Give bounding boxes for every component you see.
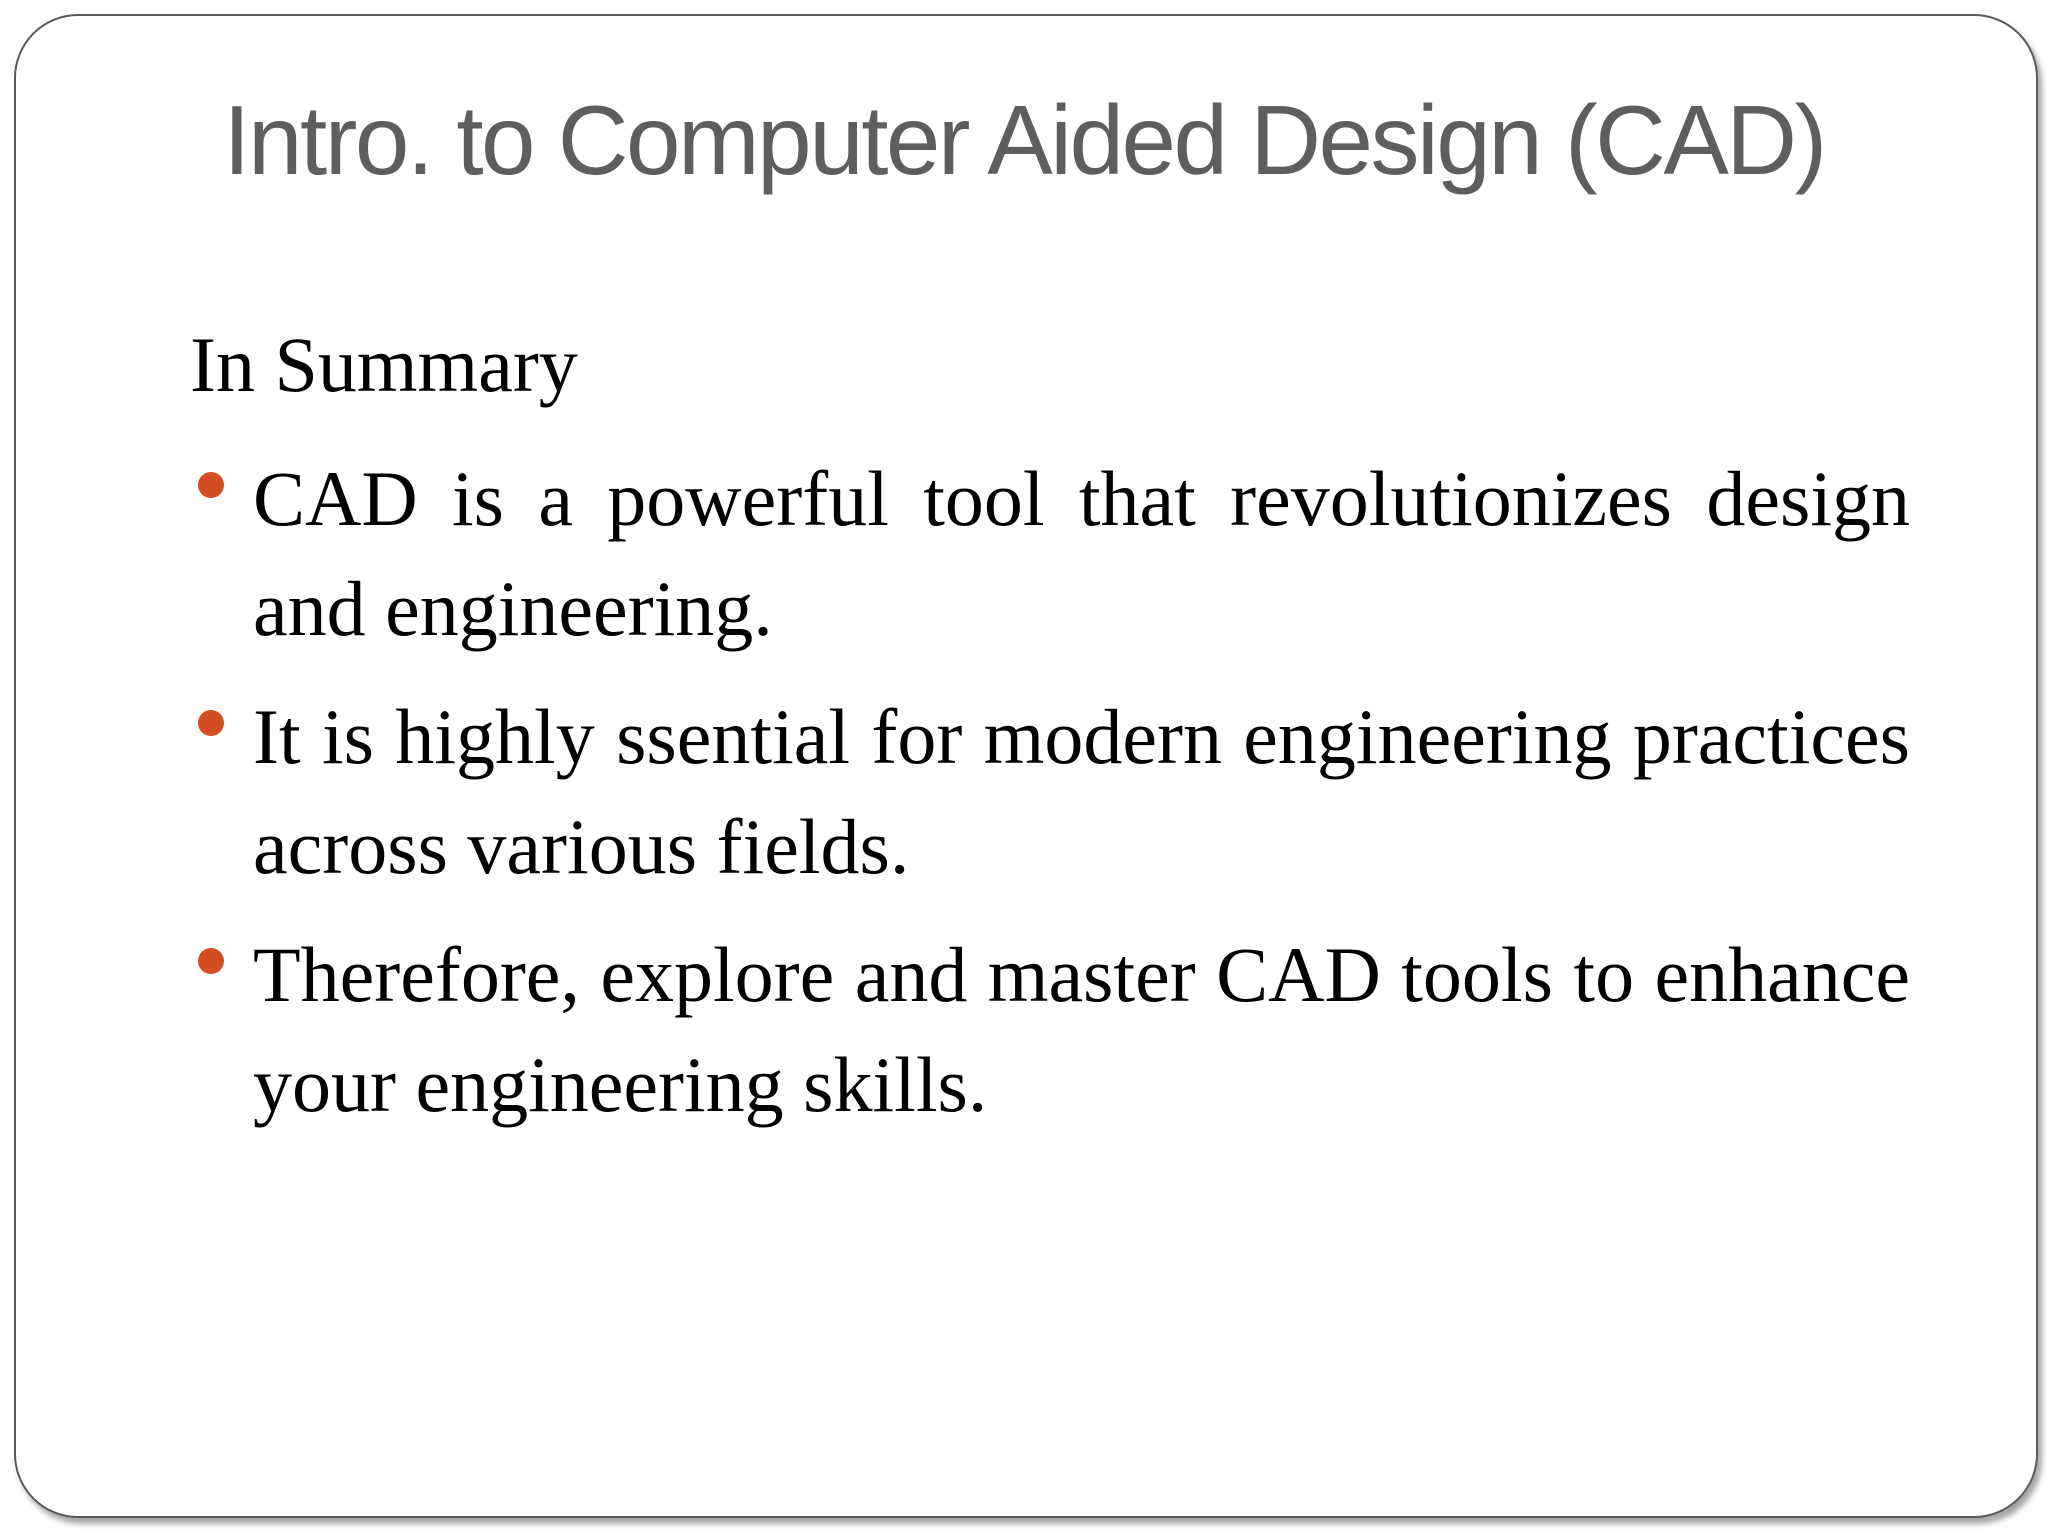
list-item (0, 920, 2048, 1140)
summary-subheading: In Summary (190, 321, 578, 408)
bullet-list (0, 444, 2048, 1158)
bullet-text: Therefore, explore and master CAD tools to enhance your engineering skills. (253, 931, 1910, 1128)
list-item (0, 444, 2048, 664)
bullet-dot-icon (198, 472, 224, 498)
bullet-text: It is highly ssential for modern engineering practices across various fields. (253, 693, 1910, 890)
list-item (0, 682, 2048, 902)
bullet-text: CAD is a powerful tool that revolutionizes design and engineering. (253, 455, 1910, 652)
bullet-dot-icon (198, 948, 224, 974)
bullet-dot-icon (198, 710, 224, 736)
slide-title: Intro. to Computer Aided Design (CAD) (223, 85, 1825, 195)
